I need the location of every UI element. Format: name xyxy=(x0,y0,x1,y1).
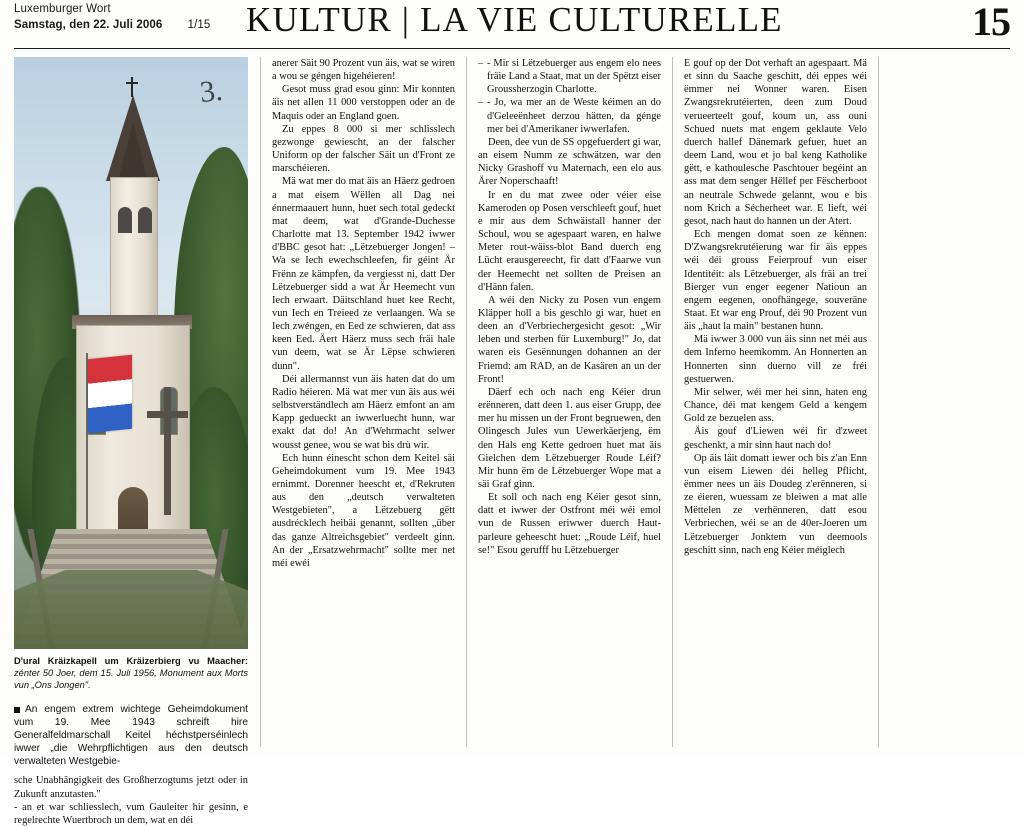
column-1-tail xyxy=(14,774,248,827)
paragraph: Gesot muss grad esou ginn: Mir konnten äis net allen 11 000 verstoppen oder an de Maquis oder an England goen. xyxy=(272,84,455,122)
lede-text: An engem extrem wichtege Geheimdokument vum 19. Mee 1943 schreift hire Generalfeldmarschall Keitel héchstperséinlech iwwer „die Wehrpflichtigen aus den deutsch verwalteten Westgebie- xyxy=(14,704,248,768)
paragraph: Déi allermannst vun äis haten dat do um Radio héieren. Mä wat mer vun äis aus wéi selbstverständlech am Häerz emfont an am Kapp gedueckt an iwwerluecht hunn, war exakt dat do! An d'Wehrmacht selwer wousst genee, wou se wat bis drù wir. xyxy=(272,373,455,451)
photo-scene xyxy=(14,57,248,649)
column-4 xyxy=(672,57,878,747)
masthead-left xyxy=(14,2,210,33)
article-photo xyxy=(14,57,248,649)
paragraph: Deen, dee vun de SS opgefuerdert gi war, an eisem Numm ze schwätzen, war den Nicky Grashoff vu Maternach, een elo aus Ärer Noperschaaft! xyxy=(478,136,661,188)
issue-date xyxy=(14,18,210,34)
section-title-kultur: KULTUR xyxy=(246,0,392,39)
paragraph: anerer Säit 90 Prozent vun äis, wat se wiren a wou se géngen higehéieren! xyxy=(272,58,455,83)
paragraph: Ech mengen domat soen ze kënnen: D'Zwangsrekrutéierung war fir äis eppes wéi déi grouss Feierprouf vun eiser Identitéit: als Lëtzebuerger, als fräi an trei Bierger vun enger eegener Natioun an engem eegenen, onofhängege, souveräne Staat. Et war eng Prouf, déi 90 Prozent vun äis „haut la main" bestanen hunn. xyxy=(684,229,867,333)
page-number: 15 xyxy=(972,0,1010,44)
article-body xyxy=(14,57,1010,826)
paragraph: E gouf op der Dot verhaft an agespaart. Mä et sinn du Saache geschitt, déi eppes wéi ëmmer nei Wonner waren. Eisen Zwangsrekrutéierten, deen zum Doud verueerteelt gouf, koum un, ass ouni Schued nuets mat engem geklaute Velo duerch hallef Dänemark gefuer, huet an deem Land, wou et jo bal keng Katholike gëtt, e kathoulesche Paschtouer begéint an ass mat dem senger Hëllef per Fëscherboot an neutrale Schwede gelannt, wou e bis nom Krich a Sécherheet war. E lieft, wéi gesot, nach haut do hannen un der Atert. xyxy=(684,58,867,227)
memorial-cross xyxy=(164,387,171,515)
paragraph: Mä wat mer do mat äis an Häerz gedroen a mat eisem Wëllen all Dag nei énnermaauert hunn, huet sech total gedeckt mat deem, wat d'Grande-Duchesse Charlotte mat 13. September 1942 iwwer d'BBC gesot hat: „Lëtzebuerger Jongen! – Wa se Iech ewechschleefen, fir géint Är Frënn ze kämpfen, da vergiesst ni, datt Der Lëtzebuerger sidd a wat Är Heemecht vun Iech erwaart. Däitschland huet kee Recht, vun Iech en Treieed ze verlaangen. Wa se Iech zwéngen, en Eed ze schwieren, dat ass keen Eed. Äert Häerz muss sech fräi hale vun deem, wat se Är Lëpse schwieren dunn". xyxy=(272,176,455,372)
paragraph: Ir en du mat zwee oder véier eise Kameroden op Posen verschleeft gouf, huet e mir aus dem Schwäistall hanner der Schoul, wou se agespaart waren, en halwe Meter rout-wäiss-blot Band duerch eng Lücht erausgereecht, fir datt d'Faarwe vun der Heemecht net sollten de Preisen an d'Hänn falen. xyxy=(478,189,661,293)
paragraph: Äis gouf d'Liewen wéi fir d'zweet geschenkt, a mir sinn haut nach do! xyxy=(684,426,867,451)
paper-name: Luxemburger Wort xyxy=(14,3,111,15)
masthead xyxy=(14,0,1010,49)
paragraph: Mir selwer, wéi mer hei sinn, haten eng Chance, déi mat kengem Geld a kengem Gold ze bezuelen ass. xyxy=(684,386,867,425)
section-titles xyxy=(246,0,783,40)
paragraph: Op äis läit domatt iewer och bis z'an Enn vun eisem Liewen déi helleg Pflicht, ëmmer nees un äis Doudeg z'erënneren, si ze éieren, wuessam ze bleiwen a mat alle Mëttelen ze verhënneren, datt esou Verbriechen, wéi se an de 40er-Joeren um Lëtzebuerger Jonktem vun deemools geschitt sinn, nach eng Kéier méiglech xyxy=(684,452,867,556)
column-2 xyxy=(260,57,466,747)
paragraph: – - Mir si Lëtzebuerger aus engem elo nees fräie Land a Staat, mat un der Spëtzt eiser Groussherzogin Charlotte. xyxy=(478,57,661,96)
luxembourg-flag xyxy=(88,355,132,434)
paragraph: sche Unabhängigkeit des Großherzogtums jetzt oder in Zukunft anzutasten." xyxy=(14,775,248,800)
paragraph: Et soll och nach eng Kéier gesot sinn, datt et iwwer der Ostfront méi wéi emol vun de Russen eriwwer duerch Haut-parleure geheescht huet: „Roude Léif, huel se!" Esou gerufff hu Lëtzebuerger xyxy=(478,492,661,556)
caption-text: zénter 50 Joer, dem 15. Juli 1956, Monument aux Morts vun xyxy=(14,668,248,691)
tower-louvre-right xyxy=(138,207,152,233)
chapel-spire-shadow xyxy=(118,121,148,181)
column-2-text xyxy=(272,57,455,570)
column-3 xyxy=(466,57,672,747)
article-lede xyxy=(14,703,248,768)
paragraph: Mä iwwer 3 000 vun äis sinn net méi aus dem Inferno heemkomm. An Honnerten an Honnerten sinn duerno vill ze fréi gestuerwen. xyxy=(684,334,867,385)
paragraph: Ech hunn éinescht schon dem Keitel säi Geheimdokument vum 19. Mee 1943 ernimmt. Dorenner heescht et, d'Rekruten aus den „deutsch verwalteten Westgebieten", a Lëtzebuerg gëtt ausdrécklech heibäi genannt, sollten „über das ganze Altreichsgebiet" verdeelt ginn. An der „Ersatzwehrmacht" sollte mer net méi ewéi xyxy=(272,452,455,569)
paragraph: – - Jo, wa mer an de Weste kéimen an do d'Geleeënheet derzou hätten, da génge mer bei d'Amerikaner iwwerlafen. xyxy=(478,96,661,135)
column-1 xyxy=(14,57,260,826)
photo-caption xyxy=(14,655,248,691)
paragraph: Däerf ech och nach eng Kéier drun erënneren, datt deen 1. aus eiser Grupp, dee mer hu missen un der Front begruewen, den Olingesch Jules vun Uewerkäerjeng, ëm den Hals eng Kette gedroen huet mat äis Gielchen dem Lëtzebuerger Roude Léif? Mir hunn ëm de Lëtzebuerger Wope mat a säi Graf ginn. xyxy=(478,386,661,490)
section-separator: | xyxy=(401,0,411,39)
tower-louvre-left xyxy=(118,207,132,233)
paragraph: Zu eppes 8 000 si mer schlisslech gezwonge gewiescht, an der falscher Uniform op der falscher Säit un d'Front ze marschéieren. xyxy=(272,123,455,175)
column-3-text xyxy=(478,57,661,557)
issue-date-text: Samstag, den 22. Juli 2006 xyxy=(14,18,163,31)
column-4-text xyxy=(684,57,867,557)
bullet-square-icon xyxy=(14,707,20,713)
section-title-la-vie-culturelle: LA VIE CULTURELLE xyxy=(420,0,783,39)
issue-code: 1/15 xyxy=(187,18,211,31)
handwritten-mark: 3. xyxy=(197,73,224,110)
spire-cross-icon xyxy=(131,77,133,97)
caption-quote: „Ons Jongen". xyxy=(31,680,91,691)
paragraph: A wéi den Nicky zu Posen vun engem Kläpper holl a bis geschlo gi war, huet en deen an d'Verbriechergesicht gesot: „Wir leben und sterben für Luxemburg!" Jo, dat waren eis Gesënnungen dohannen an der Friemd: am RAD, an de Kasären an un der Front! xyxy=(478,294,661,385)
paragraph: - an et war schliesslech, vum Gauleiter hir gesinn, e regelrechte Wuertbroch un dem, wat en déi xyxy=(14,801,248,826)
caption-title: D'ural Kräizkapell um Kräizerbierg vu Maacher: xyxy=(14,656,248,666)
column-5 xyxy=(878,57,1010,747)
